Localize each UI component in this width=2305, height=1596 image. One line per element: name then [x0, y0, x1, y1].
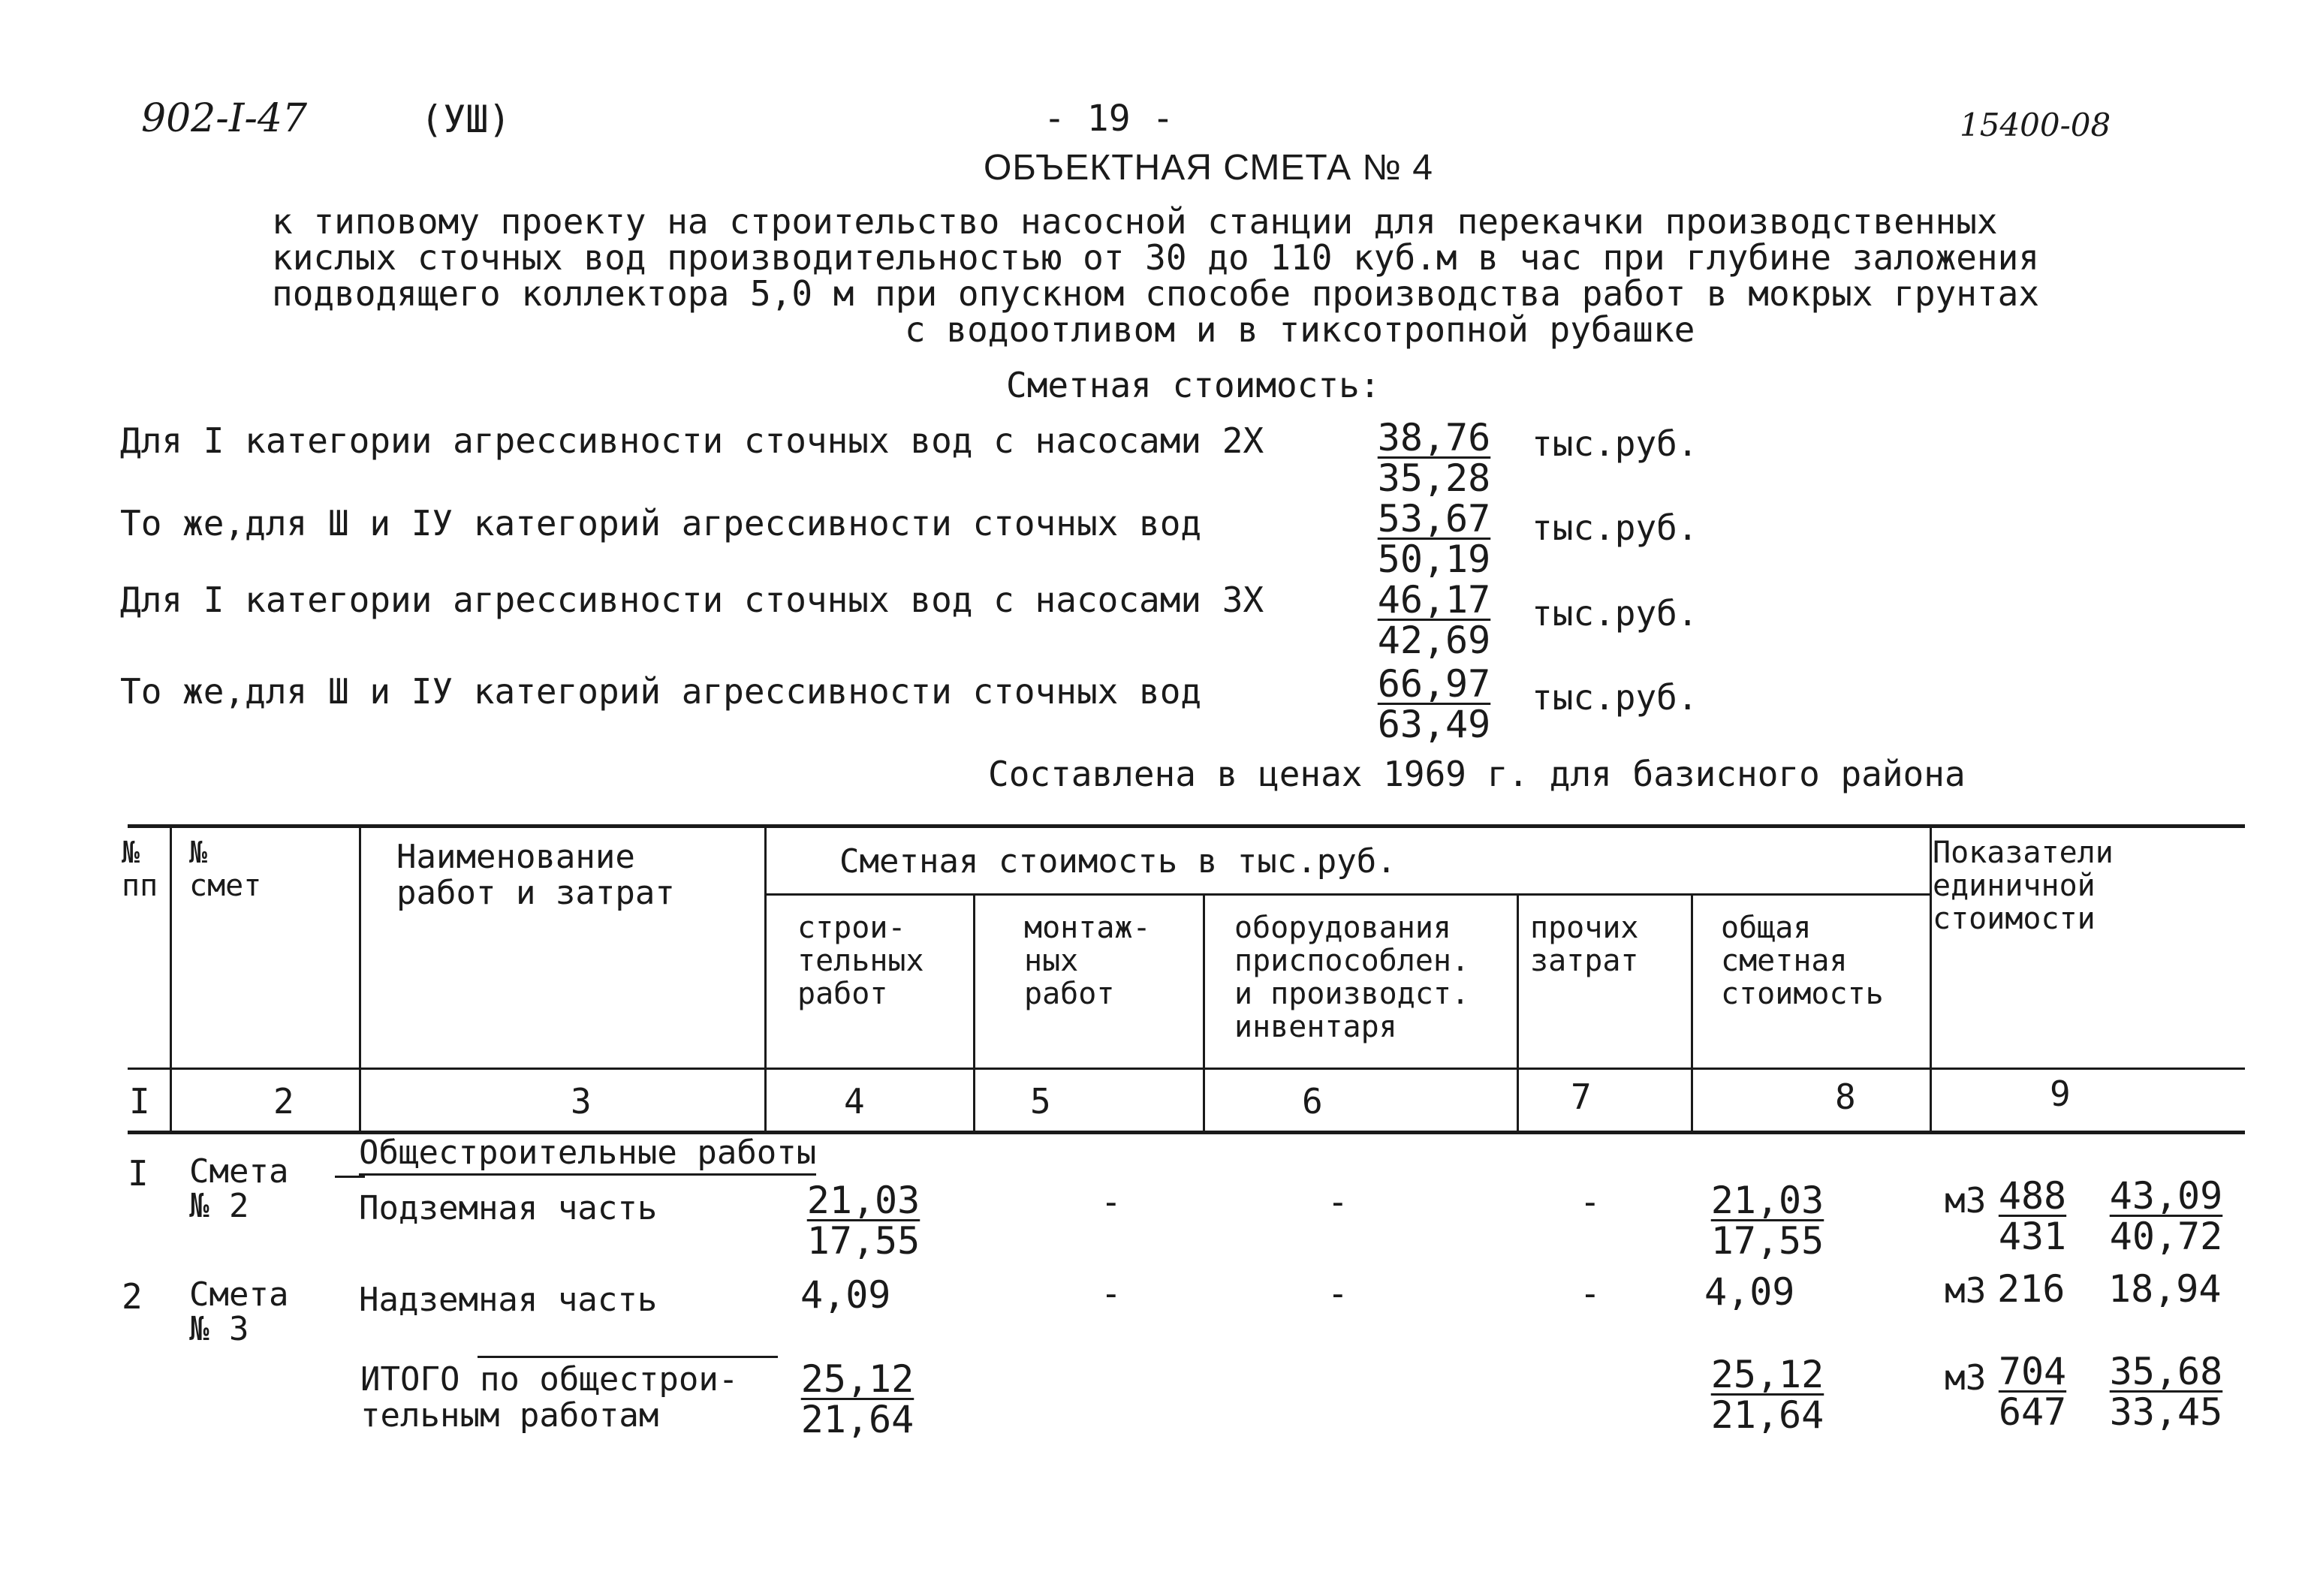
header-indicators: Показатели единичной стоимости [1933, 836, 2114, 936]
col-number-3: 3 [571, 1081, 592, 1122]
header-bottom-rule [128, 1068, 2245, 1070]
row2-pp: 2 [122, 1276, 143, 1317]
row2-total: 4,09 [1704, 1270, 1795, 1314]
cost-line-1-unit: тыс.руб. [1532, 423, 1698, 464]
header-pp: № пп [122, 836, 158, 903]
total-row-build: $\frac{25,12}{21,64}$ [800, 1357, 914, 1441]
col-number-9: 9 [2050, 1074, 2071, 1114]
col-divider-6 [1517, 895, 1519, 1131]
col-divider-5 [1203, 895, 1205, 1131]
section-title: Общестроительные работы [359, 1134, 816, 1176]
cost-heading: Сметная стоимость: [1006, 365, 1381, 405]
col-divider-2 [359, 826, 361, 1131]
total-row-name: ИТОГО по общестрои- тельным работам [360, 1360, 739, 1435]
cost-line-2-unit: тыс.руб. [1532, 507, 1698, 548]
row1-mount: - [1101, 1182, 1122, 1222]
total-row-total: $\frac{25,12}{21,64}$ [1710, 1353, 1824, 1437]
col-divider-1 [170, 826, 172, 1131]
row2-unit: м3 [1945, 1270, 1987, 1311]
cost-line-2-value: $\frac{53,67}{50,19}$ [1377, 497, 1491, 581]
header-smeta: № смет [189, 836, 262, 903]
cost-line-2-label: То же,для Ш и IУ категорий агрессивности сточных вод [120, 503, 1202, 544]
row2-indicator: 18,94 [2108, 1267, 2222, 1311]
total-row-unit: м3 [1945, 1357, 1987, 1398]
row1-pp: I [128, 1153, 149, 1194]
col-number-1: I [129, 1081, 150, 1122]
header-mount: монтаж- ных работ [1024, 911, 1151, 1011]
page-number: - 19 - [1044, 98, 1174, 140]
row1-other: - [1580, 1182, 1601, 1222]
group-header-rule [766, 893, 1930, 896]
col-number-4: 4 [844, 1081, 865, 1122]
row2-volume: 216 [1997, 1267, 2065, 1311]
col-divider-4 [973, 895, 975, 1131]
row2-name: Надземная часть [359, 1281, 658, 1319]
total-row-indicator: $\frac{35,68}{33,45}$ [2109, 1350, 2223, 1434]
page-title: ОБЪЕКТНАЯ СМЕТА № 4 [984, 148, 1433, 188]
table-top-rule [128, 824, 2245, 828]
row2-other: - [1580, 1273, 1601, 1314]
col-divider-3 [764, 826, 767, 1131]
row1-unit: м3 [1945, 1180, 1987, 1221]
row1-indicator: $\frac{43,09}{40,72}$ [2109, 1174, 2223, 1258]
col-number-7: 7 [1571, 1077, 1592, 1117]
row1-total: $\frac{21,03}{17,55}$ [1710, 1179, 1824, 1263]
section-title-rule-lead [335, 1176, 365, 1178]
total-row-overline [478, 1356, 778, 1358]
row2-smeta: Смета № 3 [189, 1275, 289, 1348]
header-build: строи- тельных работ [797, 911, 924, 1011]
document-code: 902-I-47 [141, 96, 308, 141]
col-divider-8 [1930, 826, 1932, 1131]
row1-name: Подземная часть [359, 1189, 658, 1227]
cost-line-1-label: Для I категории агрессивности сточных вод с насосами 2Х [120, 420, 1264, 461]
cost-line-3-unit: тыс.руб. [1532, 593, 1698, 634]
album-number: (УШ) [420, 98, 511, 141]
row2-build: 4,09 [800, 1273, 891, 1317]
col-number-5: 5 [1030, 1081, 1051, 1122]
row1-smeta: Смета № 2 [189, 1152, 289, 1225]
subtitle-line-4: с водоотливом и в тиксотропной рубашке [905, 309, 1695, 350]
row1-build: $\frac{21,03}{17,55}$ [806, 1179, 920, 1263]
col-number-2: 2 [273, 1081, 294, 1122]
row1-volume: $\frac{488}{431}$ [1998, 1174, 2067, 1258]
subtitle-line-1: к типовому проекту на строительство насосной станции для перекачки производственных [272, 201, 1998, 242]
header-group-cost: Сметная стоимость в тыс.руб. [839, 842, 1397, 881]
cost-line-3-value: $\frac{46,17}{42,69}$ [1377, 578, 1491, 662]
col-divider-7 [1691, 895, 1693, 1131]
prices-note: Составлена в ценах 1969 г. для базисного района [988, 754, 1966, 794]
row2-mount: - [1101, 1273, 1122, 1314]
cost-line-1-value: $\frac{38,76}{35,28}$ [1377, 416, 1491, 500]
row1-equipment: - [1327, 1182, 1348, 1222]
cost-line-4-unit: тыс.руб. [1532, 677, 1698, 718]
header-name: Наименование работ и затрат [396, 838, 675, 912]
row2-equipment: - [1327, 1273, 1348, 1314]
header-equipment: оборудования приспособлен. и производст. инвентаря [1234, 911, 1470, 1044]
subtitle-line-2: кислых сточных вод производительностью от 30 до 110 куб.м в час при глубине заложения [272, 237, 2040, 278]
total-row-volume: $\frac{704}{647}$ [1998, 1350, 2067, 1434]
header-total: общая сметная стоимость [1721, 911, 1884, 1011]
col-number-6: 6 [1302, 1081, 1323, 1122]
col-number-8: 8 [1835, 1077, 1856, 1117]
cost-line-4-value: $\frac{66,97}{63,49}$ [1377, 662, 1491, 746]
reference-number: 15400-08 [1960, 107, 2111, 143]
header-other: прочих затрат [1530, 911, 1639, 978]
cost-line-3-label: Для I категории агрессивности сточных вод с насосами 3Х [120, 580, 1264, 620]
cost-line-4-label: То же,для Ш и IУ категорий агрессивности сточных вод [120, 671, 1202, 712]
subtitle-line-3: подводящего коллектора 5,0 м при опускном способе производства работ в мокрых грунтах [272, 273, 2040, 314]
